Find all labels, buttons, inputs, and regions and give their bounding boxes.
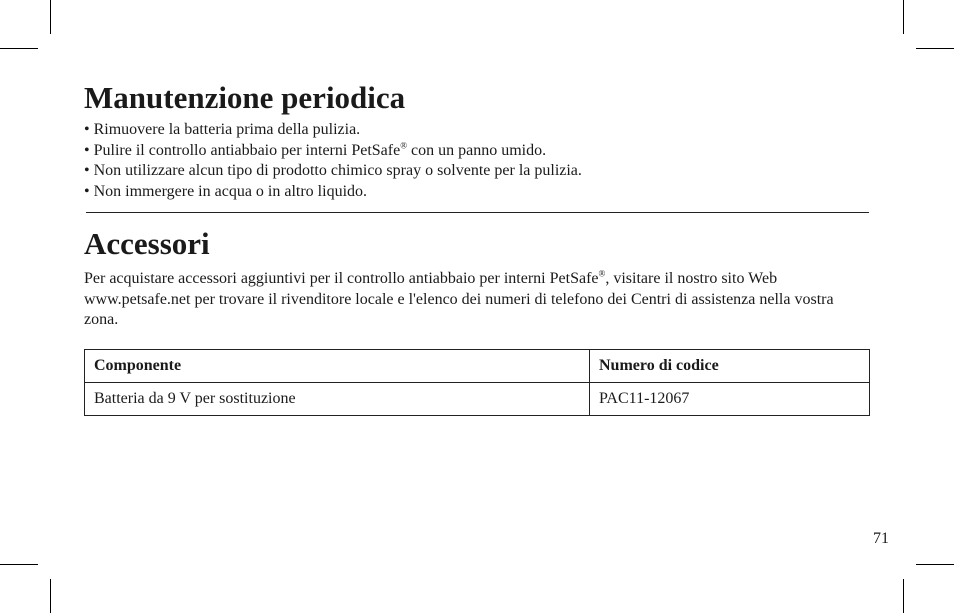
crop-mark [50, 0, 51, 34]
table-cell: Batteria da 9 V per sostituzione [85, 382, 590, 415]
list-item: • Non immergere in acqua o in altro liquido. [84, 182, 368, 200]
crop-mark [0, 564, 38, 565]
crop-mark [0, 48, 38, 49]
page-number: 71 [873, 530, 889, 547]
parts-table [84, 349, 870, 416]
crop-mark [903, 579, 904, 613]
crop-mark [916, 48, 954, 49]
crop-mark [50, 579, 51, 613]
column-header-component: Componente [85, 349, 590, 382]
maintenance-list [84, 120, 870, 202]
column-header-code: Numero di codice [590, 349, 870, 382]
crop-mark [903, 0, 904, 34]
section-divider [86, 212, 869, 213]
maintenance-heading: Manutenzione periodica [84, 80, 406, 115]
crop-mark [916, 564, 954, 565]
table-cell: PAC11-12067 [590, 382, 870, 415]
list-item: • Rimuovere la batteria prima della pulizia. [84, 121, 361, 138]
list-item: • Non utilizzare alcun tipo di prodotto chimico spray o solvente per la pulizia. [84, 162, 582, 179]
list-item: • Pulire il controllo antiabbaio per interni PetSafe® con un panno umido. [84, 140, 547, 159]
accessories-paragraph: Per acquistare accessori aggiuntivi per il controllo antiabbaio per interni PetSafe®, visitare il nostro sito Web www.petsafe.net per trovare il rivenditore locale e l'elenco dei numeri di telefono dei Centri di assistenza nella vostra zona. [84, 268, 834, 328]
table-row [85, 382, 870, 415]
table-header-row [85, 349, 870, 382]
accessories-heading: Accessori [84, 226, 210, 261]
page-content [84, 78, 870, 416]
